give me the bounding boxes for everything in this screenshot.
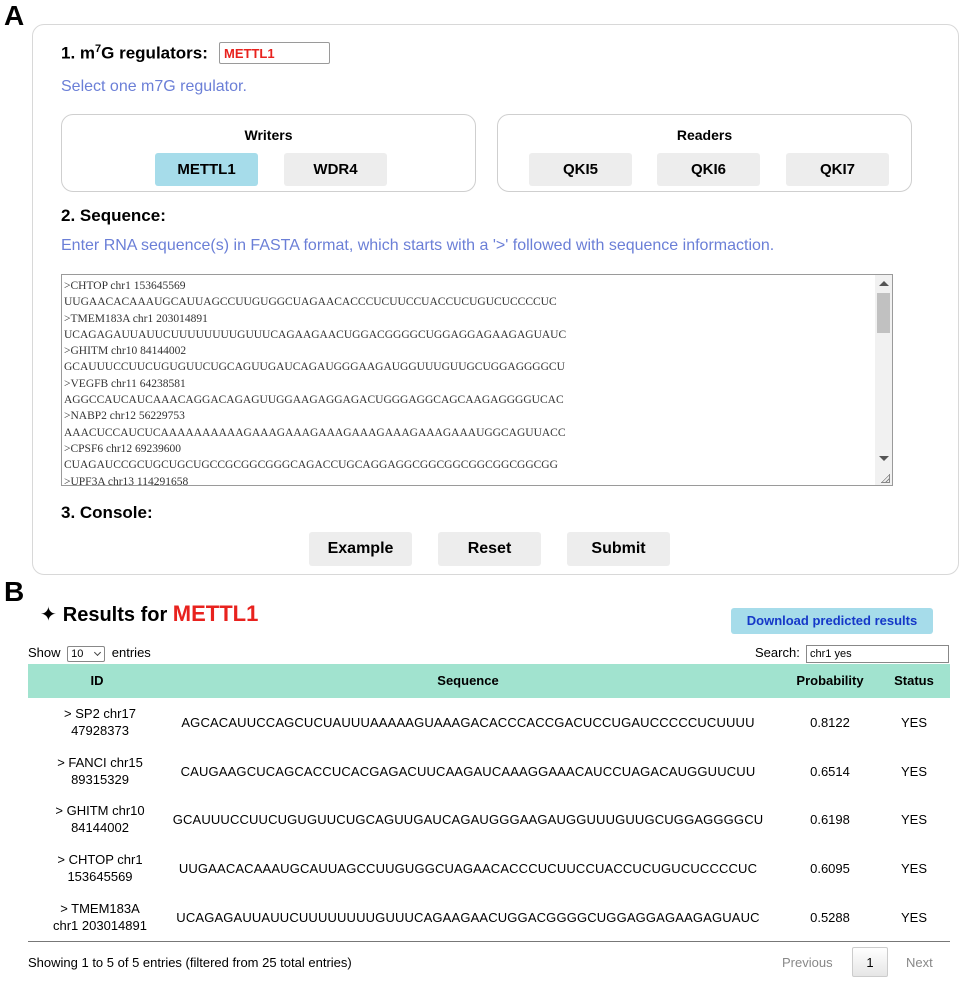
section-sequence-title: 2. Sequence: xyxy=(61,206,166,225)
table-row xyxy=(28,747,950,795)
chevron-down-icon xyxy=(94,649,101,656)
regulator-hint: Select one m7G regulator. xyxy=(61,78,247,95)
reset-button[interactable]: Reset xyxy=(438,532,541,566)
readers-title: Readers xyxy=(676,127,733,143)
scroll-thumb[interactable] xyxy=(877,293,890,333)
table-row xyxy=(28,698,950,746)
sequence-textarea[interactable] xyxy=(61,274,893,486)
cell-probability: 0.8122 xyxy=(810,714,850,730)
table-row xyxy=(28,844,950,892)
example-button[interactable]: Example xyxy=(309,532,412,566)
column-header-id[interactable]: ID xyxy=(90,673,104,688)
table-row xyxy=(28,795,950,843)
search-input[interactable]: chr1 yes xyxy=(806,645,949,663)
cell-probability: 0.6514 xyxy=(810,763,850,779)
sequence-line: UCAGAGAUUAUUCUUUUUUUUGUUUCAGAAGAACUGGACGGGGCUGGAGGAGAAGAGUAUC xyxy=(64,328,567,341)
search-label: Search: xyxy=(755,645,800,660)
selected-regulator-field[interactable]: METTL1 xyxy=(219,42,330,64)
cell-sequence: CAUGAAGCUCAGCACCUCACGAGACUUCAAGAUCAAAGGAAACAUCCUAGACAUGGUUCUU xyxy=(180,763,756,779)
resize-grip-icon[interactable] xyxy=(881,474,890,483)
cell-status: YES xyxy=(900,811,927,827)
show-entries-control: Show 10 entries xyxy=(28,645,151,660)
cell-status: YES xyxy=(900,714,927,730)
sparkle-icon: ✦ xyxy=(40,604,57,626)
cell-id: > CHTOP chr1 153645569 xyxy=(57,852,143,884)
panel-label-b: B xyxy=(4,576,25,607)
cell-probability: 0.6198 xyxy=(810,811,850,827)
table-bottom-border xyxy=(28,941,950,942)
section-console-title: 3. Console: xyxy=(61,503,153,522)
scroll-up-arrow-icon[interactable] xyxy=(879,281,889,286)
sequence-line: >NABP2 chr12 56229753 xyxy=(64,410,185,423)
sequence-hint: Enter RNA sequence(s) in FASTA format, which starts with a '>' followed with sequence informaction. xyxy=(61,237,775,254)
table-header xyxy=(28,664,950,698)
cell-id: > GHITM chr10 84144002 xyxy=(55,803,145,835)
table-info: Showing 1 to 5 of 5 entries (filtered from 25 total entries) xyxy=(28,955,352,970)
sequence-line: >CHTOP chr1 153645569 xyxy=(64,280,186,292)
cell-sequence: GCAUUUCCUUCUGUGUUCUGCAGUUGAUCAGAUGGGAAGAUGGUUUGUUGCUGGAGGGGCU xyxy=(172,811,764,827)
regulator-button-qki5[interactable]: QKI5 xyxy=(529,153,632,186)
cell-id: > SP2 chr17 47928373 xyxy=(64,706,136,738)
column-header-probability[interactable]: Probability xyxy=(796,673,864,688)
cell-status: YES xyxy=(900,763,927,779)
sequence-line: AGGCCAUCAUCAAACAGGACAGAGUUGGAAGAGGAGACUGGGAGGCAGCAAGAGGGGUCAC xyxy=(64,394,564,407)
cell-id: > TMEM183A chr1 203014891 xyxy=(53,901,147,933)
sequence-text xyxy=(64,278,874,486)
cell-probability: 0.5288 xyxy=(810,909,850,925)
results-regulator: METTL1 xyxy=(172,601,259,626)
sequence-line: >VEGFB chr11 64238581 xyxy=(64,377,186,390)
writers-group xyxy=(61,114,476,192)
section-regulators-title: 1. $m^7G$ regulators: xyxy=(61,43,208,63)
scroll-down-arrow-icon[interactable] xyxy=(879,456,889,461)
sequence-line: >GHITM chr10 84144002 xyxy=(64,345,187,358)
writers-title: Writers xyxy=(244,127,293,143)
column-header-sequence[interactable]: Sequence xyxy=(437,673,499,688)
entries-select[interactable]: 10 xyxy=(67,646,105,662)
regulator-button-wdr4[interactable]: WDR4 xyxy=(284,153,387,186)
pagination-next[interactable]: Next xyxy=(906,955,933,970)
regulator-button-qki7[interactable]: QKI7 xyxy=(786,153,889,186)
pagination-page-1[interactable]: 1 xyxy=(852,947,888,977)
panel-label-a: A xyxy=(4,0,25,31)
cell-sequence: AGCACAUUCCAGCUCUAUUUAAAAAGUAAAGACACCCACCGACUCCUGAUCCCCCUCUUUU xyxy=(181,714,755,730)
sequence-line: >CPSF6 chr12 69239600 xyxy=(64,442,182,455)
submit-button[interactable]: Submit xyxy=(567,532,670,566)
download-results-button[interactable]: Download predicted results xyxy=(731,608,933,634)
sequence-line: GCAUUUCCUUCUGUGUUCUGCAGUUGAUCAGAUGGGAAGAUGGUUUGUUGCUGGAGGGGCU xyxy=(64,361,565,374)
cell-probability: 0.6095 xyxy=(810,860,850,876)
table-row xyxy=(28,893,950,941)
sequence-line: >UPF3A chr13 114291658 xyxy=(64,475,189,486)
sequence-line: UUGAACACAAAUGCAUUAGCCUUGUGGCUAGAACACCCUCUUCCUACCUCUGUCUCCCCUC xyxy=(64,296,557,309)
textarea-scrollbar[interactable] xyxy=(875,275,892,485)
regulator-button-mettl1[interactable]: METTL1 xyxy=(155,153,258,186)
sequence-line: CUAGAUCCGCUGCUGCUGCCGCGGCGGGCAGACCUGCAGGAGGCGGCGGCGGCGGCGGCGG xyxy=(64,459,558,472)
cell-status: YES xyxy=(900,860,927,876)
column-header-status[interactable]: Status xyxy=(894,673,934,688)
cell-sequence: UCAGAGAUUAUUCUUUUUUUUGUUUCAGAAGAACUGGACGGGGCUGGAGGAGAAGAGUAUC xyxy=(176,909,760,925)
cell-status: YES xyxy=(900,909,927,925)
cell-id: > FANCI chr15 89315329 xyxy=(57,755,143,787)
sequence-line: >TMEM183A chr1 203014891 xyxy=(64,312,208,325)
pagination-previous[interactable]: Previous xyxy=(782,955,833,970)
results-title: ✦ Results for METTL1 xyxy=(40,601,259,626)
cell-sequence: UUGAACACAAAUGCAUUAGCCUUGUGGCUAGAACACCCUCUUCCUACCUCUGUCUCCCCUC xyxy=(178,860,758,876)
sequence-line: AAACUCCAUCUCAAAAAAAAAAGAAAGAAAGAAAGAAAGAAAGAAAGAAAUGGCAGUUACC xyxy=(64,426,566,439)
regulator-button-qki6[interactable]: QKI6 xyxy=(657,153,760,186)
